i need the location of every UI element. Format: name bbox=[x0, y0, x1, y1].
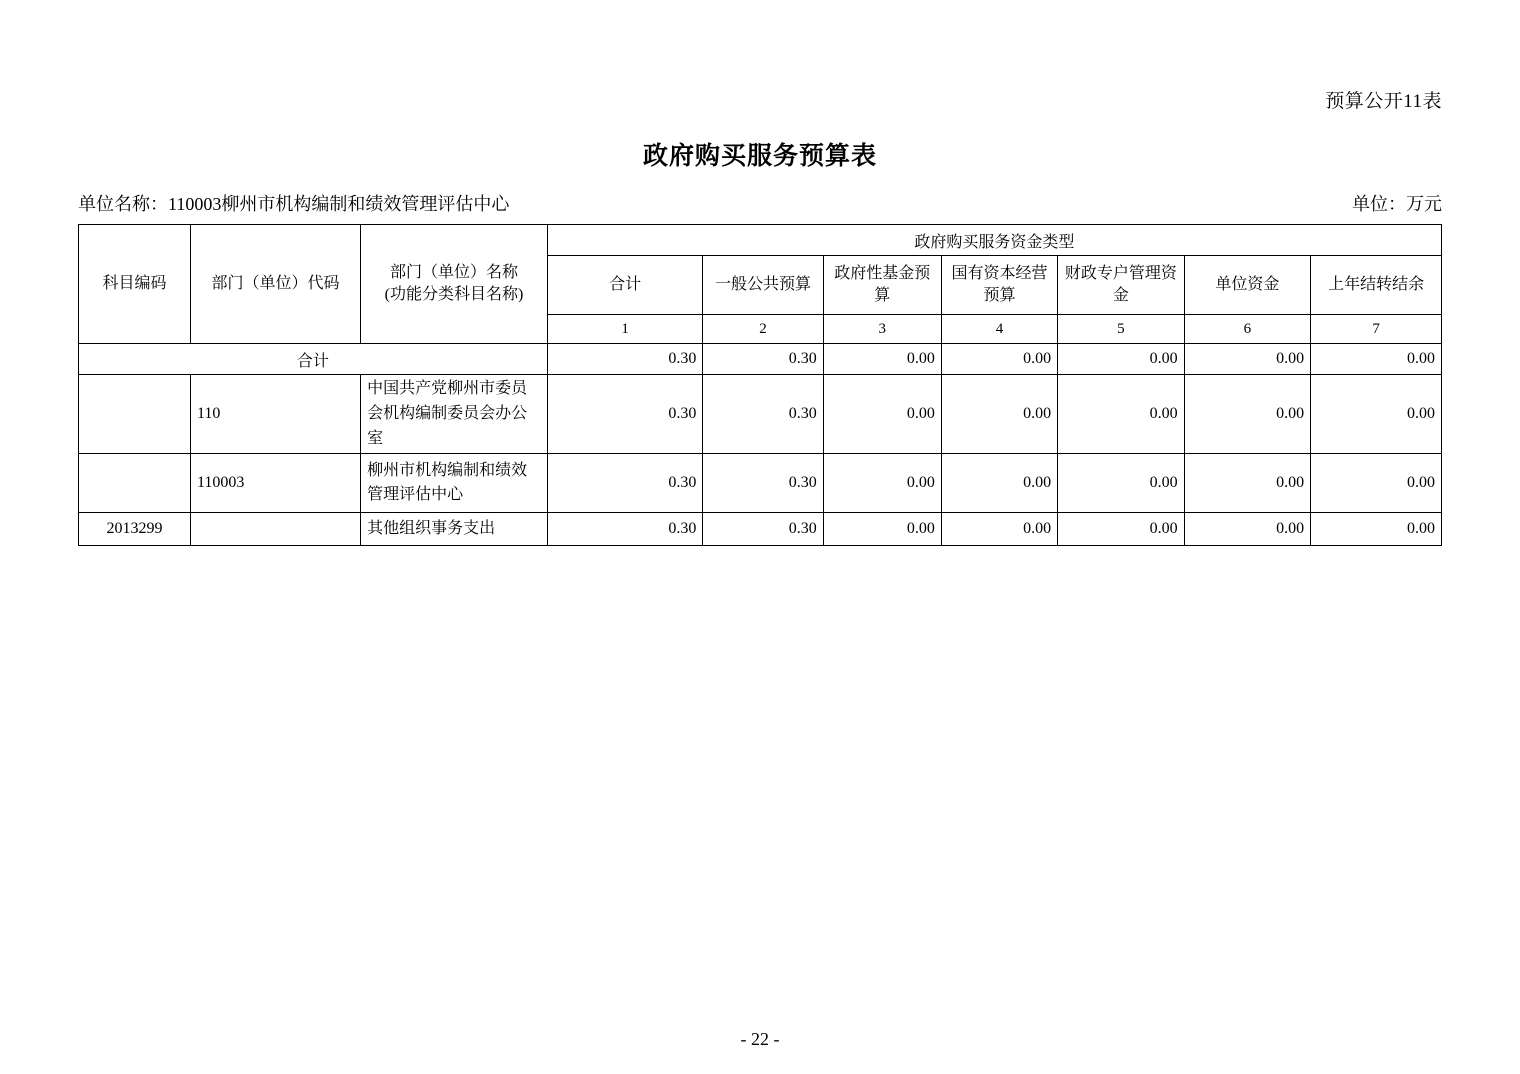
col-header-dept-code: 部门（单位）代码 bbox=[191, 225, 361, 344]
row-value-6: 0.00 bbox=[1184, 513, 1311, 546]
col-header-carryover-balance: 上年结转结余 bbox=[1311, 256, 1442, 315]
row-value-6: 0.00 bbox=[1184, 375, 1311, 454]
unit-measure-label: 单位：万元 bbox=[1352, 194, 1442, 214]
col-header-state-capital-budget: 国有资本经营预算 bbox=[941, 256, 1057, 315]
table-row bbox=[79, 375, 1442, 454]
budget-table bbox=[78, 224, 1442, 546]
row-value-4: 0.00 bbox=[941, 454, 1057, 513]
table-row bbox=[79, 454, 1442, 513]
page-title: 政府购买服务预算表 bbox=[642, 143, 877, 170]
col-number-6: 6 bbox=[1184, 315, 1311, 344]
col-header-general-public-budget: 一般公共预算 bbox=[703, 256, 823, 315]
col-header-total: 合计 bbox=[547, 256, 703, 315]
row-subject-code bbox=[79, 454, 191, 513]
col-header-fund-type-group: 政府购买服务资金类型 bbox=[547, 225, 1441, 256]
row-dept-code: 110003 bbox=[191, 454, 361, 513]
form-number-label: 预算公开11表 bbox=[1325, 91, 1442, 112]
row-value-2: 0.30 bbox=[703, 375, 823, 454]
row-value-7: 0.00 bbox=[1311, 454, 1442, 513]
total-row-value-5: 0.00 bbox=[1058, 344, 1185, 375]
row-value-5: 0.00 bbox=[1058, 454, 1185, 513]
col-header-dept-name-sub: (功能分类科目名称) bbox=[384, 286, 524, 303]
col-header-gov-fund-budget: 政府性基金预算 bbox=[823, 256, 941, 315]
page-number: - 22 - bbox=[740, 1029, 780, 1049]
row-value-5: 0.00 bbox=[1058, 375, 1185, 454]
row-subject-code bbox=[79, 375, 191, 454]
total-row-label: 合计 bbox=[79, 344, 548, 375]
col-number-3: 3 bbox=[823, 315, 941, 344]
row-dept-name: 柳州市机构编制和绩效管理评估中心 bbox=[361, 454, 548, 513]
total-row-value-6: 0.00 bbox=[1184, 344, 1311, 375]
row-value-6: 0.00 bbox=[1184, 454, 1311, 513]
col-number-5: 5 bbox=[1058, 315, 1185, 344]
row-value-3: 0.00 bbox=[823, 454, 941, 513]
row-value-1: 0.30 bbox=[547, 454, 703, 513]
row-value-2: 0.30 bbox=[703, 454, 823, 513]
row-value-2: 0.30 bbox=[703, 513, 823, 546]
row-dept-name: 中国共产党柳州市委员会机构编制委员会办公室 bbox=[361, 375, 548, 454]
total-row-value-1: 0.30 bbox=[547, 344, 703, 375]
unit-name-label: 单位名称：110003柳州市机构编制和绩效管理评估中心 bbox=[78, 194, 510, 214]
col-header-special-account-fund: 财政专户管理资金 bbox=[1058, 256, 1185, 315]
total-row-value-3: 0.00 bbox=[823, 344, 941, 375]
col-header-unit-fund: 单位资金 bbox=[1184, 256, 1311, 315]
table-row bbox=[79, 513, 1442, 546]
col-number-1: 1 bbox=[547, 315, 703, 344]
row-value-4: 0.00 bbox=[941, 375, 1057, 454]
col-header-dept-name-main: 部门（单位）名称 bbox=[389, 264, 518, 282]
row-dept-code: 110 bbox=[191, 375, 361, 454]
meta-row bbox=[78, 190, 1442, 216]
total-row-value-2: 0.30 bbox=[703, 344, 823, 375]
row-dept-name: 其他组织事务支出 bbox=[361, 513, 548, 546]
row-value-1: 0.30 bbox=[547, 375, 703, 454]
row-value-3: 0.00 bbox=[823, 375, 941, 454]
row-subject-code: 2013299 bbox=[79, 513, 191, 546]
col-header-subject-code: 科目编码 bbox=[79, 225, 191, 344]
row-value-7: 0.00 bbox=[1311, 513, 1442, 546]
row-value-3: 0.00 bbox=[823, 513, 941, 546]
row-dept-code bbox=[191, 513, 361, 546]
table-row-total bbox=[79, 344, 1442, 375]
table-header-group-row bbox=[79, 225, 1442, 256]
col-number-4: 4 bbox=[941, 315, 1057, 344]
total-row-value-7: 0.00 bbox=[1311, 344, 1442, 375]
row-value-7: 0.00 bbox=[1311, 375, 1442, 454]
total-row-value-4: 0.00 bbox=[941, 344, 1057, 375]
col-number-7: 7 bbox=[1311, 315, 1442, 344]
row-value-5: 0.00 bbox=[1058, 513, 1185, 546]
col-header-dept-name bbox=[361, 225, 548, 344]
row-value-1: 0.30 bbox=[547, 513, 703, 546]
col-number-2: 2 bbox=[703, 315, 823, 344]
row-value-4: 0.00 bbox=[941, 513, 1057, 546]
